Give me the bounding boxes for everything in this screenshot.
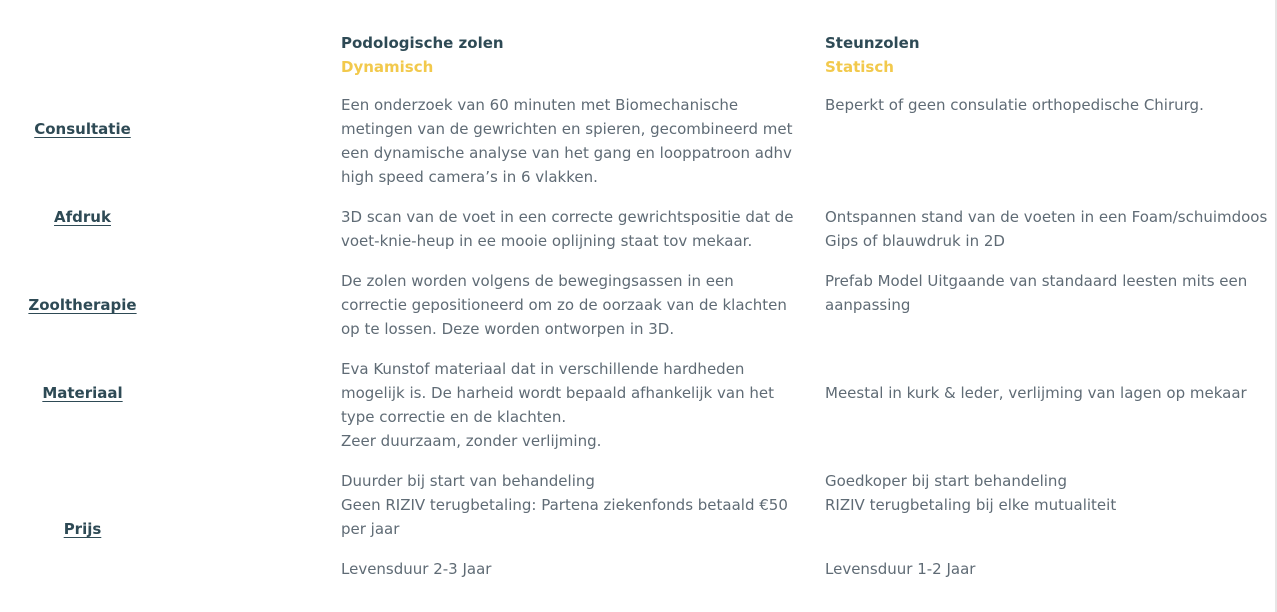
- cell-line: Prefab Model Uitgaande van standaard leesten mits een: [825, 272, 1248, 290]
- cell-line: De zolen worden volgens de bewegingsassen in een: [341, 272, 734, 290]
- cell-line: Een onderzoek van 60 minuten met Biomechanische: [341, 96, 739, 114]
- cell-line: op te lossen. Deze worden ontworpen in 3D.: [341, 320, 675, 338]
- cell-line: aanpassing: [825, 296, 911, 314]
- prijs-podologische-cell: [341, 469, 788, 541]
- cell-line: Goedkoper bij start behandeling: [825, 472, 1067, 490]
- row-label-prijs[interactable]: Prijs: [63, 520, 102, 538]
- cell-line: mogelijk is. De harheid wordt bepaald afhankelijk van het: [341, 384, 774, 402]
- column-title: Podologische zolen: [341, 34, 504, 52]
- cell-line: metingen van de gewrichten en spieren, gecombineerd met: [341, 120, 793, 138]
- column-subtitle: Dynamisch: [341, 58, 434, 76]
- cell-line: Duurder bij start van behandeling: [341, 472, 595, 490]
- cell-line: RIZIV terugbetaling bij elke mutualiteit: [825, 496, 1117, 514]
- afdruk-steunzolen-cell: [825, 205, 1267, 253]
- column-header-podologische-zolen: [341, 31, 504, 79]
- cell-line: Beperkt of geen consulatie orthopedische Chirurg.: [825, 96, 1204, 114]
- row-label-zooltherapie[interactable]: Zooltherapie: [28, 296, 137, 314]
- column-header-steunzolen: [825, 31, 920, 79]
- cell-line: een dynamische analyse van het gang en looppatroon adhv: [341, 144, 792, 162]
- row-label-materiaal[interactable]: Materiaal: [42, 384, 123, 402]
- materiaal-podologische-cell: [341, 357, 774, 453]
- consultatie-podologische-cell: [341, 93, 792, 189]
- cell-line: 3D scan van de voet in een correcte gewrichtspositie dat de: [341, 208, 794, 226]
- zooltherapie-steunzolen-cell: [825, 269, 1247, 317]
- zooltherapie-podologische-cell: [341, 269, 787, 341]
- row-label-consultatie[interactable]: Consultatie: [34, 120, 131, 138]
- row-label-afdruk[interactable]: Afdruk: [54, 208, 111, 226]
- cell-line: Eva Kunstof materiaal dat in verschillende hardheden: [341, 360, 745, 378]
- cell-line: voet-knie-heup in ee mooie oplijning staat tov mekaar.: [341, 232, 753, 250]
- afdruk-podologische-cell: [341, 205, 794, 253]
- column-title: Steunzolen: [825, 34, 920, 52]
- cell-line: high speed camera’s in 6 vlakken.: [341, 168, 598, 186]
- cell-line: correctie gepositioneerd om zo de oorzaak van de klachten: [341, 296, 787, 314]
- consultatie-steunzolen-cell: [825, 93, 1204, 117]
- prijs-steunzolen-levensduur: Levensduur 1-2 Jaar: [825, 560, 976, 578]
- column-subtitle: Statisch: [825, 58, 894, 76]
- cell-line: per jaar: [341, 520, 400, 538]
- cell-line: type correctie en de klachten.: [341, 408, 567, 426]
- materiaal-steunzolen-cell: [825, 381, 1247, 405]
- cell-line: Zeer duurzaam, zonder verlijming.: [341, 432, 602, 450]
- prijs-podologische-levensduur: Levensduur 2-3 Jaar: [341, 560, 492, 578]
- cell-line: Meestal in kurk & leder, verlijming van lagen op mekaar: [825, 384, 1247, 402]
- prijs-steunzolen-cell: [825, 469, 1116, 517]
- cell-line: Geen RIZIV terugbetaling: Partena ziekenfonds betaald €50: [341, 496, 788, 514]
- cell-line: Ontspannen stand van de voeten in een Foam/schuimdoos: [825, 208, 1268, 226]
- cell-line: Gips of blauwdruk in 2D: [825, 232, 1005, 250]
